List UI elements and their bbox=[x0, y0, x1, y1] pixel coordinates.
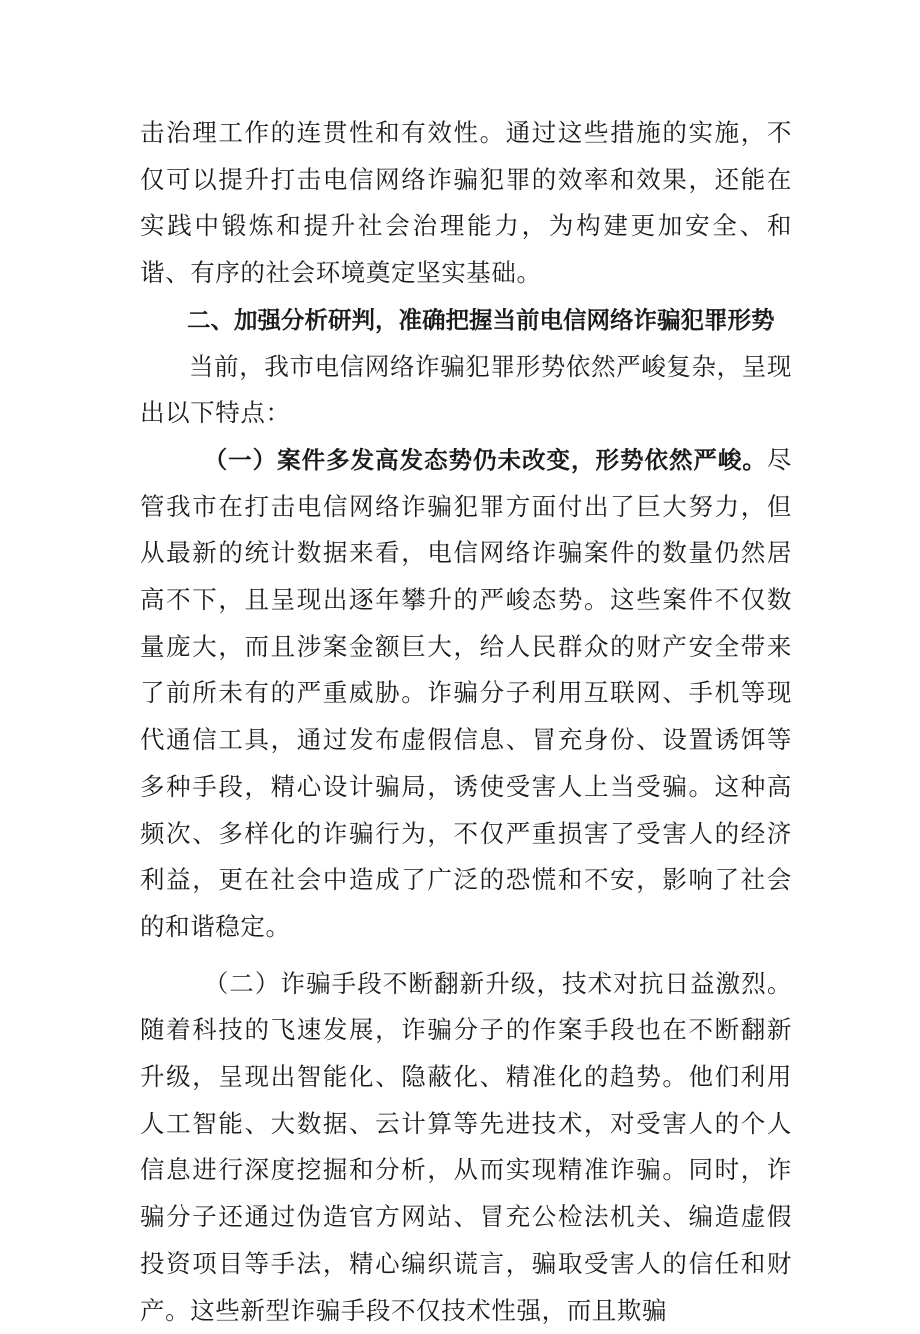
section-heading-2: 二、加强分析研判，准确把握当前电信网络诈骗犯罪形势 bbox=[187, 305, 775, 334]
subsection-1-title: （一）案件多发高发态势仍未改变，形势依然严峻。 bbox=[203, 445, 767, 474]
paragraph-continuation: 击治理工作的连贯性和有效性。通过这些措施的实施，不仅可以提升打击电信网络诈骗犯罪的效率和效果，还能在实践中锻炼和提升社会治理能力，为构建更加安全、和谐、有序的社会环境奠定坚实基础。 bbox=[140, 118, 792, 288]
subsection-1-text: 尽管我市在打击电信网络诈骗犯罪方面付出了巨大努力，但从最新的统计数据来看，电信网络诈骗案件的数量仍然居高不下，且呈现出逐年攀升的严峻态势。这些案件不仅数量庞大，而且涉案金额巨大，给人民群众的财产安全带来了前所未有的严重威胁。诈骗分子利用互联网、手机等现代通信工具，通过发布虚假信息、冒充身份、设置诱饵等多种手段，精心设计骗局，诱使受害人上当受骗。这种高频次、多样化的诈骗行为，不仅严重损害了受害人的经济利益，更在社会中造成了广泛的恐慌和不安，影响了社会的和谐稳定。 bbox=[140, 444, 792, 941]
subsection-1 bbox=[140, 437, 792, 951]
document-body bbox=[140, 110, 792, 1334]
paragraph-intro: 当前，我市电信网络诈骗犯罪形势依然严峻复杂，呈现出以下特点： bbox=[140, 351, 792, 428]
subsection-2: （二）诈骗手段不断翻新升级，技术对抗日益激烈。随着科技的飞速发展，诈骗分子的作案手段也在不断翻新升级，呈现出智能化、隐蔽化、精准化的趋势。他们利用人工智能、大数据、云计算等先进技术，对受害人的个人信息进行深度挖掘和分析，从而实现精准诈骗。同时，诈骗分子还通过伪造官方网站、冒充公检法机关、编造虚假投资项目等手法，精心编织谎言，骗取受害人的信任和财产。这些新型诈骗手段不仅技术性强，而且欺骗 bbox=[140, 968, 792, 1325]
